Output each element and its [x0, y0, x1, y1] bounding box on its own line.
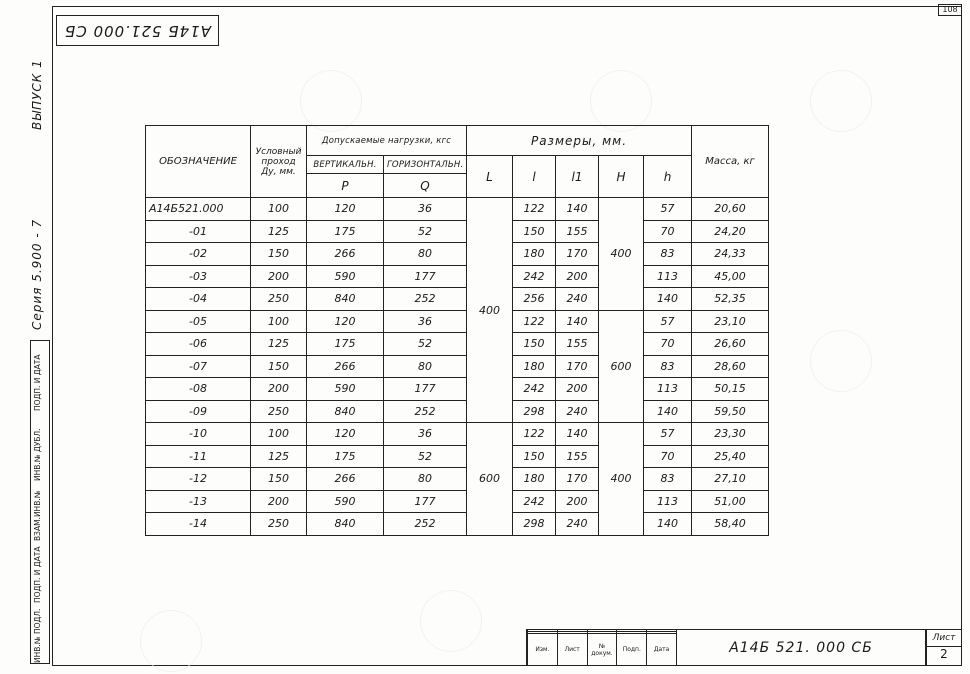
table-row — [146, 265, 769, 288]
cell-h: 113 — [644, 378, 692, 401]
header-l: l — [513, 156, 556, 198]
cell-designation: -03 — [146, 265, 251, 288]
cell-q: 52 — [384, 333, 467, 356]
cell-q: 80 — [384, 355, 467, 378]
cell-l1: 170 — [556, 355, 599, 378]
cell-mass: 58,40 — [692, 513, 769, 536]
cell-l1: 240 — [556, 513, 599, 536]
cell-l1: 200 — [556, 265, 599, 288]
header-bore: Условный проход Ду, мм. — [251, 126, 307, 198]
rev-col-sheet: Лист — [557, 634, 587, 666]
table-row — [146, 378, 769, 401]
table-row — [146, 333, 769, 356]
cell-l1: 155 — [556, 333, 599, 356]
strip-label-5: ПОДП. И ДАТА — [33, 354, 42, 411]
cell-q: 252 — [384, 513, 467, 536]
cell-designation: -02 — [146, 243, 251, 266]
cell-p: 840 — [307, 288, 384, 311]
cell-h: 70 — [644, 220, 692, 243]
rev-col-change: Изм. — [528, 634, 558, 666]
cell-q: 177 — [384, 265, 467, 288]
cell-q: 36 — [384, 310, 467, 333]
cell-bore: 250 — [251, 513, 307, 536]
header-l1: l1 — [556, 156, 599, 198]
header-h: h — [644, 156, 692, 198]
cell-q: 80 — [384, 468, 467, 491]
header-vertical: ВЕРТИКАЛЬН. — [307, 156, 384, 174]
strip-label-4: ИНВ.№ ДУБЛ. — [33, 428, 42, 481]
cell-designation: -13 — [146, 490, 251, 513]
cell-mass: 23,10 — [692, 310, 769, 333]
cell-q: 252 — [384, 400, 467, 423]
cell-l: 242 — [513, 378, 556, 401]
table-row — [146, 288, 769, 311]
cell-bore: 150 — [251, 468, 307, 491]
watermark-logo — [300, 70, 362, 132]
cell-h: 140 — [644, 400, 692, 423]
cell-p: 266 — [307, 468, 384, 491]
header-dims: Размеры, мм. — [467, 126, 692, 156]
cell-bore: 125 — [251, 220, 307, 243]
strip-label-1: ИНВ.№ ПОДЛ. — [33, 608, 42, 663]
cell-q: 177 — [384, 378, 467, 401]
cell-H-merged: 600 — [599, 310, 644, 423]
cell-mass: 25,40 — [692, 445, 769, 468]
cell-designation: -01 — [146, 220, 251, 243]
cell-designation: -09 — [146, 400, 251, 423]
cell-p: 840 — [307, 513, 384, 536]
cell-l1: 140 — [556, 423, 599, 446]
cell-designation: -08 — [146, 378, 251, 401]
cell-bore: 200 — [251, 265, 307, 288]
cell-bore: 150 — [251, 243, 307, 266]
watermark-logo — [140, 610, 202, 672]
cell-l: 150 — [513, 333, 556, 356]
cell-h: 57 — [644, 310, 692, 333]
watermark-logo — [810, 70, 872, 132]
cell-mass: 50,15 — [692, 378, 769, 401]
cell-l: 242 — [513, 265, 556, 288]
cell-q: 52 — [384, 445, 467, 468]
header-H: H — [599, 156, 644, 198]
cell-mass: 24,33 — [692, 243, 769, 266]
cell-l1: 240 — [556, 400, 599, 423]
cell-l: 298 — [513, 400, 556, 423]
cell-p: 590 — [307, 378, 384, 401]
cell-bore: 100 — [251, 423, 307, 446]
cell-bore: 100 — [251, 198, 307, 221]
cell-l: 298 — [513, 513, 556, 536]
cell-mass: 28,60 — [692, 355, 769, 378]
cell-p: 175 — [307, 333, 384, 356]
cell-l: 180 — [513, 355, 556, 378]
cell-h: 113 — [644, 265, 692, 288]
revision-grid — [526, 629, 677, 666]
cell-l: 180 — [513, 243, 556, 266]
cell-l1: 200 — [556, 378, 599, 401]
cell-p: 120 — [307, 423, 384, 446]
table-row — [146, 310, 769, 333]
cell-mass: 45,00 — [692, 265, 769, 288]
cell-bore: 200 — [251, 378, 307, 401]
spec-table — [145, 125, 769, 536]
cell-h: 113 — [644, 490, 692, 513]
watermark-logo — [810, 330, 872, 392]
title-block — [526, 629, 962, 666]
strip-label-3: ВЗАМ.ИНВ.№ — [33, 490, 42, 541]
header-mass: Масса, кг — [692, 126, 769, 198]
cell-l: 180 — [513, 468, 556, 491]
cell-l1: 140 — [556, 198, 599, 221]
table-row — [146, 513, 769, 536]
cell-l: 256 — [513, 288, 556, 311]
cell-designation: -10 — [146, 423, 251, 446]
top-code-stamp — [56, 15, 219, 46]
rev-col-date: Дата — [647, 634, 677, 666]
cell-p: 266 — [307, 243, 384, 266]
watermark-logo — [590, 70, 652, 132]
cell-L-merged: 600 — [467, 423, 513, 536]
cell-designation: -06 — [146, 333, 251, 356]
header-loads: Допускаемые нагрузки, кгс — [307, 126, 467, 156]
cell-bore: 150 — [251, 355, 307, 378]
cell-l1: 200 — [556, 490, 599, 513]
table-row — [146, 445, 769, 468]
cell-l1: 170 — [556, 243, 599, 266]
strip-label-2: ПОДП. И ДАТА — [33, 546, 42, 603]
sheet-label: Лист — [927, 631, 961, 647]
cell-h: 140 — [644, 288, 692, 311]
header-P: P — [307, 174, 384, 198]
table-row — [146, 400, 769, 423]
cell-designation: -11 — [146, 445, 251, 468]
cell-p: 840 — [307, 400, 384, 423]
cell-l1: 240 — [556, 288, 599, 311]
cell-H-merged: 400 — [599, 198, 644, 311]
cell-designation: -14 — [146, 513, 251, 536]
cell-l1: 140 — [556, 310, 599, 333]
cell-h: 70 — [644, 445, 692, 468]
cell-l: 122 — [513, 310, 556, 333]
cell-p: 590 — [307, 265, 384, 288]
cell-bore: 200 — [251, 490, 307, 513]
cell-bore: 125 — [251, 445, 307, 468]
cell-p: 266 — [307, 355, 384, 378]
corner-page-number: 108 — [938, 4, 962, 16]
cell-h: 83 — [644, 468, 692, 491]
cell-h: 57 — [644, 198, 692, 221]
cell-q: 80 — [384, 243, 467, 266]
sheet-number: 2 — [940, 647, 948, 661]
top-code-text: А14Б 521.000 СБ — [64, 21, 211, 40]
cell-designation: А14Б521.000 — [146, 198, 251, 221]
cell-mass: 26,60 — [692, 333, 769, 356]
cell-bore: 125 — [251, 333, 307, 356]
cell-bore: 250 — [251, 288, 307, 311]
series-label: Серия 5.900 - 7 — [30, 218, 44, 330]
cell-q: 252 — [384, 288, 467, 311]
cell-l: 150 — [513, 220, 556, 243]
cell-l: 150 — [513, 445, 556, 468]
cell-q: 36 — [384, 423, 467, 446]
table-row — [146, 468, 769, 491]
header-L: L — [467, 156, 513, 198]
cell-mass: 51,00 — [692, 490, 769, 513]
rev-col-sign: Подп. — [617, 634, 647, 666]
table-row — [146, 355, 769, 378]
cell-h: 70 — [644, 333, 692, 356]
cell-H-merged: 400 — [599, 423, 644, 536]
cell-p: 590 — [307, 490, 384, 513]
table-row — [146, 490, 769, 513]
cell-l1: 155 — [556, 220, 599, 243]
cell-mass: 20,60 — [692, 198, 769, 221]
cell-l: 122 — [513, 198, 556, 221]
cell-q: 177 — [384, 490, 467, 513]
cell-q: 36 — [384, 198, 467, 221]
cell-h: 83 — [644, 355, 692, 378]
cell-designation: -12 — [146, 468, 251, 491]
header-Q: Q — [384, 174, 467, 198]
cell-h: 83 — [644, 243, 692, 266]
cell-mass: 52,35 — [692, 288, 769, 311]
cell-p: 175 — [307, 220, 384, 243]
watermark-logo — [420, 590, 482, 652]
cell-p: 175 — [307, 445, 384, 468]
table-row — [146, 423, 769, 446]
table-row — [146, 220, 769, 243]
issue-label: ВЫПУСК 1 — [30, 59, 44, 130]
cell-mass: 23,30 — [692, 423, 769, 446]
header-designation: ОБОЗНАЧЕНИЕ — [146, 126, 251, 198]
rev-col-doc: № докум. — [587, 634, 617, 666]
left-approval-strip — [30, 340, 50, 664]
cell-mass: 24,20 — [692, 220, 769, 243]
cell-L-merged: 400 — [467, 198, 513, 423]
spec-table-body — [146, 198, 769, 536]
cell-l1: 170 — [556, 468, 599, 491]
cell-q: 52 — [384, 220, 467, 243]
cell-bore: 250 — [251, 400, 307, 423]
title-block-code: А14Б 521. 000 СБ — [676, 629, 926, 666]
cell-l: 242 — [513, 490, 556, 513]
cell-bore: 100 — [251, 310, 307, 333]
cell-mass: 27,10 — [692, 468, 769, 491]
cell-designation: -07 — [146, 355, 251, 378]
cell-p: 120 — [307, 310, 384, 333]
sheet-box — [926, 629, 962, 666]
header-horizontal: ГОРИЗОНТАЛЬН. — [384, 156, 467, 174]
cell-l: 122 — [513, 423, 556, 446]
cell-designation: -05 — [146, 310, 251, 333]
cell-h: 140 — [644, 513, 692, 536]
cell-designation: -04 — [146, 288, 251, 311]
cell-l1: 155 — [556, 445, 599, 468]
cell-h: 57 — [644, 423, 692, 446]
cell-p: 120 — [307, 198, 384, 221]
cell-mass: 59,50 — [692, 400, 769, 423]
table-row — [146, 198, 769, 221]
table-row — [146, 243, 769, 266]
